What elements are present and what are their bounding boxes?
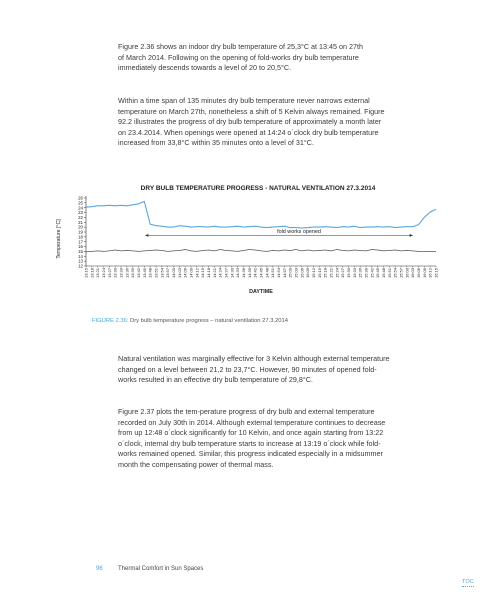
x-tick-label: 15:45 xyxy=(375,268,381,279)
x-tick-label: 14:00 xyxy=(171,268,176,279)
chart-ylabel: Temperature [°C] xyxy=(56,219,62,259)
y-tick-label: 21 xyxy=(78,219,83,225)
x-tick-label: 13:27 xyxy=(106,268,112,279)
x-tick-label: 14:06 xyxy=(182,268,188,279)
x-tick-label: 14:15 xyxy=(200,268,206,279)
y-tick-label: 24 xyxy=(78,205,83,211)
footer-title: Thermal Comfort in Sun Spaces xyxy=(118,566,204,572)
x-tick-label: 13:51 xyxy=(153,268,159,279)
x-tick-label: 15:42 xyxy=(369,268,375,279)
paragraph-line: Natural ventilation was marginally effective for 3 Kelvin although external temperature xyxy=(118,354,390,363)
x-tick-label: 15:51 xyxy=(386,268,392,279)
x-tick-label: 13:36 xyxy=(124,268,130,279)
chart-xlabel: DAYTIME xyxy=(249,289,273,295)
paragraph-line: Figure 2.36 shows an indoor dry bulb temperature of 25,3°C at 13:45 on 27th xyxy=(118,42,364,51)
x-tick-label: 15:48 xyxy=(381,268,386,279)
x-tick-label: 15:39 xyxy=(363,268,369,279)
paragraph-line: Figure 2.37 plots the tem-perature progress of dry bulb and external temperature xyxy=(118,407,375,416)
figure-caption xyxy=(92,318,288,324)
x-tick-label: 13:48 xyxy=(147,268,153,279)
x-tick-label: 15:18 xyxy=(322,268,328,279)
x-tick-label: 15:03 xyxy=(293,268,299,279)
x-tick-label: 15:12 xyxy=(311,268,316,279)
figure-caption-label: FIGURE 2.36: xyxy=(92,318,129,324)
x-tick-label: 15:57 xyxy=(398,268,404,279)
x-tick-label: 16:06 xyxy=(416,268,421,279)
temperature-chart xyxy=(52,178,442,300)
annotation-label: fold works opened xyxy=(277,228,321,235)
x-tick-label: 16:12 xyxy=(427,268,433,279)
x-tick-label: 16:03 xyxy=(410,268,416,279)
x-tick-label: 14:33 xyxy=(235,268,241,279)
y-tick-label: 19 xyxy=(78,229,83,235)
x-tick-label: 13:33 xyxy=(118,268,124,279)
paragraph-line: o´clock, internal dry bulb temperature starts to increase at 13:19 o´clock while fold- xyxy=(118,438,381,448)
x-tick-label: 13:21 xyxy=(95,268,101,279)
x-tick-label: 14:57 xyxy=(281,268,287,279)
x-tick-label: 13:42 xyxy=(136,268,141,279)
x-tick-label: 16:15 xyxy=(433,268,439,279)
paragraph-line: works resulted in an effective dry bulb temperature of 29,8°C. xyxy=(118,375,313,385)
paragraph-line: on 23.4.2014. When openings were opened at 14:24 o´clock dry bulb temperature xyxy=(118,127,379,137)
x-tick-label: 15:27 xyxy=(340,268,346,279)
x-tick-label: 15:36 xyxy=(357,268,363,279)
annotation-arrow-head-left xyxy=(145,234,148,237)
x-tick-label: 14:39 xyxy=(246,268,252,279)
x-tick-label: 14:45 xyxy=(258,268,264,279)
x-tick-label: 14:48 xyxy=(264,268,270,279)
paragraph-line: of March 2014. Following on the opening of fold-works dry bulb temperature xyxy=(118,52,359,62)
x-tick-label: 13:54 xyxy=(159,268,165,279)
x-tick-label: 13:15 xyxy=(83,268,89,279)
x-tick-label: 14:36 xyxy=(241,268,246,279)
x-tick-label: 13:18 xyxy=(89,268,95,279)
x-tick-label: 13:57 xyxy=(165,268,171,279)
x-tick-label: 14:12 xyxy=(194,268,200,279)
y-tick-label: 12 xyxy=(78,263,83,269)
x-tick-label: 14:30 xyxy=(229,268,235,279)
x-tick-label: 14:24 xyxy=(217,268,223,279)
paragraph-natural-ventilation xyxy=(118,354,458,386)
y-tick-label: 22 xyxy=(78,215,83,221)
x-tick-label: 15:33 xyxy=(351,268,357,279)
chart-title: DRY BULB TEMPERATURE PROGRESS - NATURAL VENTILATION 27.3.2014 xyxy=(140,185,376,192)
x-tick-label: 15:24 xyxy=(334,268,340,279)
temperature-chart-svg xyxy=(52,178,442,300)
y-tick-label: 13 xyxy=(78,258,83,264)
y-tick-label: 20 xyxy=(78,224,83,230)
x-tick-label: 14:42 xyxy=(252,268,258,279)
dry-bulb-line xyxy=(86,201,436,228)
x-tick-label: 13:39 xyxy=(130,268,136,279)
paragraph-timespan xyxy=(118,96,458,149)
external-temperature-line xyxy=(86,250,436,252)
paragraph-line: 92.2 illustrates the progress of dry bulb temperature of approximately a month later xyxy=(118,117,382,127)
paragraph-line: changed on a level between 21,2 to 23,7°C. However, 90 minutes of opened fold- xyxy=(118,364,377,374)
y-tick-label: 14 xyxy=(78,253,83,259)
x-tick-label: 13:45 xyxy=(141,268,147,279)
page-number: 96 xyxy=(96,566,103,572)
y-tick-label: 15 xyxy=(78,249,83,255)
x-tick-label: 13:30 xyxy=(112,268,118,279)
x-tick-label: 15:00 xyxy=(287,268,293,279)
y-tick-label: 25 xyxy=(78,200,83,206)
x-tick-label: 14:09 xyxy=(188,268,194,279)
x-tick-label: 13:24 xyxy=(101,268,106,279)
paragraph-intro xyxy=(118,42,458,74)
paragraph-line: immediately descends towards a level of 20 to 20,5°C. xyxy=(118,63,292,73)
x-tick-label: 15:09 xyxy=(305,268,311,279)
y-tick-label: 18 xyxy=(78,234,83,240)
x-tick-label: 15:21 xyxy=(328,268,334,279)
annotation-arrow-head-right xyxy=(410,234,413,237)
paragraph-line: from up 12:48 o´clock significantly for 10 Kelvin, and once again starting from 13:22 xyxy=(118,428,384,438)
x-tick-label: 16:09 xyxy=(421,268,427,279)
paragraph-figure-237 xyxy=(118,407,458,471)
x-tick-label: 16:00 xyxy=(404,268,410,279)
x-tick-label: 14:54 xyxy=(276,268,281,279)
figure-caption-text: Dry bulb temperature progress – natural ventilation 27.3.2014 xyxy=(130,318,288,324)
paragraph-line: recorded on July 30th in 2014. Although external temperature continues to decrease xyxy=(118,417,386,427)
x-tick-label: 15:54 xyxy=(392,268,398,279)
y-tick-label: 26 xyxy=(78,195,83,201)
x-tick-label: 15:15 xyxy=(316,268,322,279)
x-tick-label: 14:27 xyxy=(223,268,229,279)
y-tick-label: 17 xyxy=(78,239,83,245)
paragraph-line: month the compensating power of thermal mass. xyxy=(118,459,274,469)
x-tick-label: 15:06 xyxy=(299,268,305,279)
x-tick-label: 14:03 xyxy=(176,268,182,279)
paragraph-line: works remained opened. Similar, this progress indicated especially in a midsummer xyxy=(118,449,383,459)
x-tick-label: 15:30 xyxy=(346,268,351,279)
y-tick-label: 16 xyxy=(78,244,83,250)
y-tick-label: 23 xyxy=(78,210,83,216)
x-tick-label: 14:18 xyxy=(206,268,211,279)
paragraph-line: Within a time span of 135 minutes dry bulb temperature never narrows external xyxy=(118,96,370,105)
paragraph-line: temperature on March 27th, nonetheless a shift of 5 Kelvin always remained. Figure xyxy=(118,106,385,116)
x-tick-label: 14:51 xyxy=(270,268,276,279)
paragraph-line: increased from 33,8°C within 35 minutes onto a level of 31°C. xyxy=(118,138,314,148)
x-tick-label: 14:21 xyxy=(211,268,217,279)
toc-link[interactable]: TOC xyxy=(462,579,474,585)
